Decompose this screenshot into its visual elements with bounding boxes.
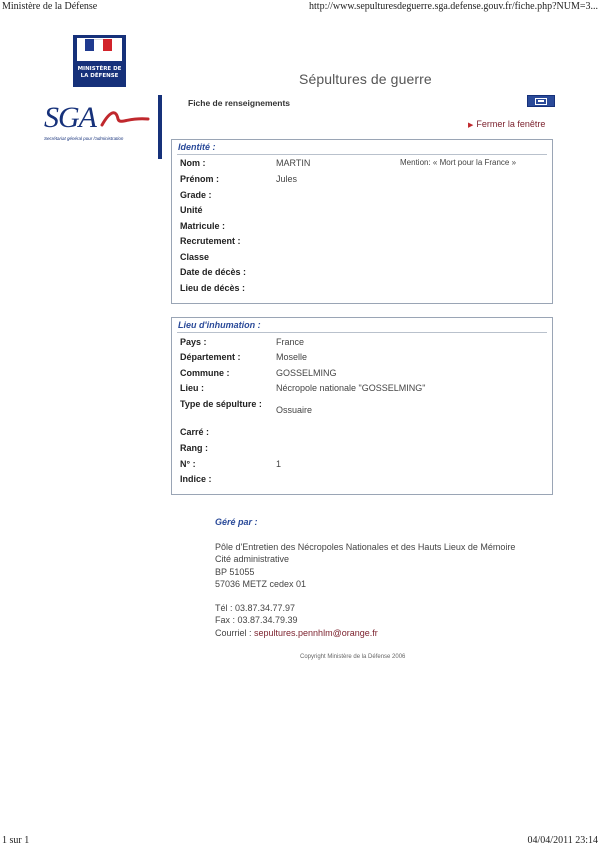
arrow-right-icon: ▶	[468, 122, 474, 129]
lieu-row-departement	[180, 351, 550, 365]
identite-panel	[171, 139, 553, 304]
email-link[interactable]: sepultures.pennhlm@orange.fr	[254, 627, 378, 638]
email-line	[215, 627, 585, 639]
field-value: Nécropole nationale "GOSSELMING"	[276, 383, 426, 393]
field-label: Recrutement :	[180, 236, 241, 246]
sga-logo-tagline: Secrétariat général pour l'administration	[44, 136, 124, 141]
field-label: Matricule :	[180, 221, 226, 231]
sga-swoosh-icon	[100, 107, 150, 129]
close-window-link[interactable]	[468, 119, 545, 129]
field-label: Département :	[180, 352, 241, 362]
sga-logo-bracket	[158, 95, 162, 159]
print-footer-page: 1 sur 1	[2, 835, 30, 846]
lieu-inhumation-panel	[171, 317, 553, 495]
field-label: Lieu de décès :	[180, 283, 246, 293]
field-value: Jules	[276, 174, 298, 184]
field-label: Lieu :	[180, 383, 204, 393]
print-header-site: Ministère de la Défense	[2, 1, 98, 12]
site-title: Sépultures de guerre	[299, 71, 432, 87]
phone-line: Tél : 03.87.34.77.97	[215, 603, 296, 614]
field-label: Unité	[180, 205, 203, 215]
identite-row-recrutement	[180, 235, 550, 249]
field-label: Rang :	[180, 443, 208, 453]
contact-block	[215, 541, 585, 639]
sga-logo[interactable]	[40, 95, 162, 161]
identite-row-prenom	[180, 173, 550, 187]
flag-white-band	[94, 39, 103, 51]
sga-logo-letters: SGA	[44, 101, 96, 134]
address-line: 57036 METZ cedex 01	[215, 578, 307, 589]
spacer	[215, 590, 585, 602]
identite-row-classe	[180, 251, 550, 265]
ministry-logo[interactable]	[73, 35, 126, 87]
copyright-text: Copyright Ministère de la Défense 2006	[300, 654, 406, 660]
field-label: Grade :	[180, 190, 212, 200]
identite-row-nom	[180, 157, 550, 171]
print-button[interactable]	[527, 95, 555, 107]
field-label: Prénom :	[180, 174, 220, 184]
field-label: Type de sépulture :	[180, 399, 262, 409]
ministry-logo-name: MINISTÈRE DE LA DÉFENSE	[77, 66, 122, 79]
print-header-url: http://www.sepulturesdeguerre.sga.defense.gouv.fr/fiche.php?NUM=3...	[309, 1, 598, 12]
address-line: Cité administrative	[215, 554, 290, 565]
lieu-row-lieu	[180, 382, 550, 396]
identite-row-unite	[180, 204, 550, 218]
lieu-row-indice	[180, 473, 550, 487]
address-line: Pôle d'Entretien des Nécropoles Nationales et des Hauts Lieux de Mémoire	[215, 542, 516, 552]
lieu-row-carre	[180, 426, 550, 440]
field-value: Moselle	[276, 352, 308, 362]
close-window-label: Fermer la fenêtre	[476, 119, 546, 129]
identite-row-lieu-deces	[180, 282, 550, 296]
address-line: BP 51055	[215, 566, 255, 577]
lieu-row-type-sepulture	[180, 398, 550, 424]
fax-line: Fax : 03.87.34.79.39	[215, 615, 298, 626]
lieu-row-commune	[180, 367, 550, 381]
field-label: N° :	[180, 459, 196, 469]
flag-icon	[85, 39, 94, 51]
email-label: Courriel :	[215, 627, 255, 638]
field-value: MARTIN	[276, 158, 311, 168]
lieu-inhumation-title: Lieu d'inhumation :	[178, 320, 261, 330]
field-value: France	[276, 337, 305, 347]
field-label: Commune :	[180, 368, 230, 378]
field-value: Ossuaire	[276, 405, 313, 415]
lieu-row-pays	[180, 336, 550, 350]
divider	[177, 332, 547, 333]
lieu-row-rang	[180, 442, 550, 456]
print-icon	[535, 98, 547, 105]
field-label: Carré :	[180, 427, 210, 437]
field-value: GOSSELMING	[276, 368, 337, 378]
field-label: Indice :	[180, 474, 212, 484]
identite-row-date-deces	[180, 266, 550, 280]
identite-title: Identité :	[178, 142, 216, 152]
field-label: Nom :	[180, 158, 206, 168]
field-value: 1	[276, 459, 282, 469]
field-label: Pays :	[180, 337, 207, 347]
fiche-title: Fiche de renseignements	[188, 98, 291, 108]
field-label: Date de décès :	[180, 267, 247, 277]
field-label: Classe	[180, 252, 210, 262]
identite-row-grade	[180, 189, 550, 203]
gere-par-title: Géré par :	[215, 517, 258, 527]
republique-strip	[77, 56, 122, 61]
lieu-row-numero	[180, 458, 550, 472]
mention-text: Mention: « Mort pour la France »	[400, 158, 517, 167]
identite-row-matricule	[180, 220, 550, 234]
flag-red-band	[103, 39, 112, 51]
print-footer-date: 04/04/2011 23:14	[527, 835, 598, 846]
divider	[177, 154, 547, 155]
